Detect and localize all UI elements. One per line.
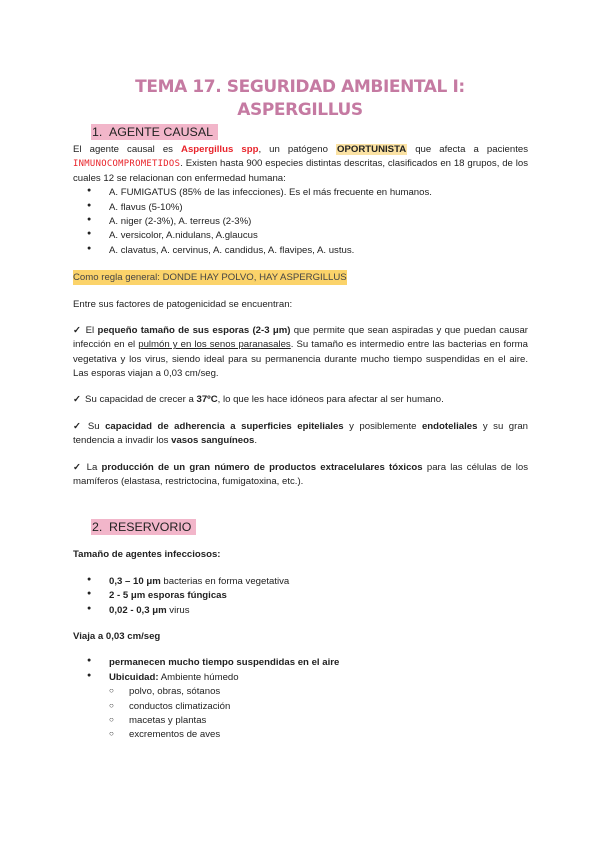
general-rule-highlight: Como regla general: DONDE HAY POLVO, HAY ASPERGILLUS: [73, 272, 347, 284]
factor-paragraph-toxins: [73, 461, 528, 490]
text-run: que afecta a pacientes: [407, 144, 528, 155]
document-title: [0, 76, 600, 122]
list-item: ● A. FUMIGATUS (85% de las infecciones). Es el más frecuente en humanos.: [73, 186, 528, 200]
bold-term: endoteliales: [421, 420, 478, 432]
title-line-1: TEMA 17. SEGURIDAD AMBIENTAL I:: [135, 77, 465, 97]
check-icon: ✓: [73, 420, 84, 432]
bold-term: producción de un gran número de productos extracelulares tóxicos: [101, 461, 423, 473]
heading-highlight: [91, 519, 196, 535]
species-list: [73, 186, 528, 258]
text-run: La: [86, 461, 102, 473]
list-item: ○ excrementos de aves: [73, 728, 528, 742]
bold-term: capacidad de adherencia a superficies epiteliales: [105, 420, 344, 432]
bold-term: 0,02 - 0,3 μm: [109, 604, 167, 616]
section-heading-reservorio: [91, 519, 528, 536]
text-run: Ambiente húmedo: [158, 671, 239, 683]
text-run: Su capacidad de crecer a: [85, 394, 197, 406]
text-run: El: [85, 324, 98, 336]
list-item: ● A. versicolor, A.nidulans, A.glaucus: [73, 229, 528, 243]
list-item: ○ macetas y plantas: [73, 714, 528, 728]
section-title: AGENTE CAUSAL: [109, 125, 213, 139]
text-run: Su: [87, 420, 106, 432]
text-run: El agente causal es: [73, 144, 182, 155]
bold-term: vasos sanguíneos: [171, 435, 255, 447]
text-run: que permite que sean aspiradas y que puedan causar infección en el: [73, 324, 528, 351]
text-run: .: [254, 435, 257, 447]
text-run: para las células de los mamíferos (elastasa, restrictocina, fumigatoxina, etc.).: [73, 461, 529, 488]
factor-paragraph-adherence: [73, 420, 528, 449]
section-number: 1.: [92, 125, 103, 139]
document-body: [73, 124, 528, 743]
heading-highlight: [91, 124, 218, 140]
locations-list: [73, 685, 528, 743]
text-run: y su gran tendencia a invadir los: [73, 420, 528, 447]
bold-term: permanecen mucho tiempo suspendidas en el aire: [109, 657, 340, 669]
text-run: virus: [166, 604, 190, 616]
list-item: [73, 604, 528, 618]
section-number: 2.: [92, 520, 103, 535]
list-item: [73, 589, 528, 603]
section-title: RESERVORIO: [109, 520, 192, 535]
list-item: ● A. niger (2-3%), A. terreus (2-3%): [73, 215, 528, 229]
intro-paragraph: [73, 143, 528, 186]
list-item: ○ polvo, obras, sótanos: [73, 685, 528, 699]
bold-term: Tamaño de agentes infecciosos:: [73, 549, 221, 561]
factor-paragraph-temperature: [73, 393, 528, 407]
list-item: [73, 575, 528, 589]
text-run: y posiblemente: [343, 420, 422, 432]
bold-term: Viaja a 0,03 cm/seg: [73, 630, 161, 642]
bold-term: Ubicuidad:: [109, 671, 159, 683]
title-line-2: ASPERGILLUS: [237, 100, 363, 120]
section-heading-agente-causal: [91, 124, 528, 141]
text-run: bacterias en forma vegetativa: [160, 575, 290, 587]
speed-line: [73, 630, 528, 644]
bold-term: pequeño tamaño de sus esporas (2-3 μm): [97, 324, 291, 336]
factor-paragraph-spores: [73, 324, 528, 382]
bold-term: 2 - 5 μm esporas fúngicas: [109, 590, 227, 602]
list-item: [73, 656, 528, 670]
text-run: . Existen hasta 900 especies distintas descritas, clasificados en 18 grupos, de los cuales 12 se relacionan con enfermedad humana:: [73, 158, 528, 184]
general-rule-line: [73, 270, 528, 285]
list-item: ● A. flavus (5-10%): [73, 201, 528, 215]
list-item: ○ conductos climatización: [73, 700, 528, 714]
reservoir-list: [73, 656, 528, 685]
check-icon: ✓: [73, 461, 83, 473]
aspergillus-term: Aspergillus spp: [181, 144, 259, 155]
sizes-list: [73, 575, 528, 618]
bold-term: 0,3 – 10 μm: [109, 575, 161, 587]
inmunocomprometidos-term: INMUNOCOMPROMETIDOS: [73, 159, 181, 170]
check-icon: ✓: [73, 394, 82, 406]
underlined-term: pulmón y en los senos paranasales: [138, 339, 291, 351]
sizes-title: [73, 548, 528, 562]
text-run: . Su tamaño es intermedio entre las bacterias en forma vegetativa y los virus, siendo ideal para su permanencia durante mucho tiempo suspendidas en el aire. Las esporas viajan a 0,03 cm/seg.: [73, 339, 528, 380]
list-item: [73, 671, 528, 685]
bold-term: 37ºC: [196, 394, 218, 406]
list-item: ● A. clavatus, A. cervinus, A. candidus, A. flavipes, A. ustus.: [73, 244, 528, 258]
oportunista-term: OPORTUNISTA: [337, 144, 407, 155]
text-run: , un patógeno: [258, 144, 337, 155]
factors-intro: Entre sus factores de patogenicidad se encuentran:: [73, 298, 293, 310]
check-icon: ✓: [73, 324, 82, 336]
text-run: , lo que les hace idóneos para afectar al ser humano.: [217, 394, 444, 406]
